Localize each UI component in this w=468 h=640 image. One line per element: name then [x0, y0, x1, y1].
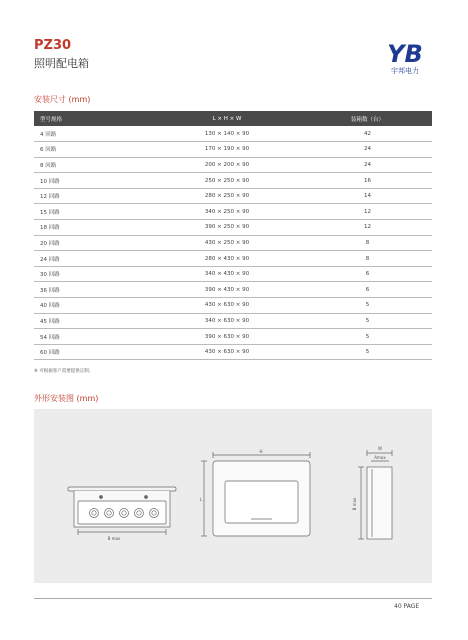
cell-model: 10 回路: [34, 173, 151, 189]
cell-model: 6 回路: [34, 142, 151, 158]
dimension-table: [34, 111, 432, 360]
page-number: 40 PAGE: [394, 603, 420, 610]
bottom-view-drawing: [68, 487, 176, 535]
cell-dimensions: 340 × 250 × 90: [151, 204, 303, 220]
cell-model: 60 回路: [34, 344, 151, 360]
cell-quantity: 24: [303, 142, 432, 158]
table-header-row: [34, 111, 432, 126]
cell-quantity: 5: [303, 298, 432, 314]
cell-model: 12 回路: [34, 188, 151, 204]
cell-model: 18 回路: [34, 220, 151, 236]
cell-dimensions: 340 × 430 × 90: [151, 266, 303, 282]
cell-dimensions: 430 × 250 × 90: [151, 235, 303, 251]
cell-quantity: 14: [303, 188, 432, 204]
cell-dimensions: 390 × 250 × 90: [151, 220, 303, 236]
cell-quantity: 5: [303, 313, 432, 329]
table-row: [34, 266, 432, 282]
label-bmax-side: B max: [352, 497, 357, 511]
cell-dimensions: 430 × 630 × 90: [151, 298, 303, 314]
cell-quantity: 12: [303, 204, 432, 220]
label-h: H: [259, 449, 263, 454]
footer-divider: [34, 598, 432, 599]
table-row: [34, 142, 432, 158]
cell-quantity: 6: [303, 282, 432, 298]
logo-cn-text: 宇邦电力: [391, 67, 419, 75]
cell-model: 8 回路: [34, 157, 151, 173]
cell-dimensions: 390 × 430 × 90: [151, 282, 303, 298]
cell-model: 36 回路: [34, 282, 151, 298]
logo-letters: YB: [387, 40, 423, 68]
cell-quantity: 8: [303, 235, 432, 251]
cell-model: 15 回路: [34, 204, 151, 220]
cell-dimensions: 280 × 250 × 90: [151, 188, 303, 204]
cell-model: 4 回路: [34, 126, 151, 142]
label-bmax-bottom: B max: [107, 536, 121, 541]
cell-quantity: 6: [303, 266, 432, 282]
company-logo: [376, 38, 434, 76]
table-row: [34, 313, 432, 329]
cell-dimensions: 390 × 630 × 90: [151, 329, 303, 345]
col-header-model: 型号规格: [40, 116, 63, 123]
cell-model: 30 回路: [34, 266, 151, 282]
cell-dimensions: 170 × 190 × 90: [151, 142, 303, 158]
cell-model: 40 回路: [34, 298, 151, 314]
side-view-drawing: [358, 450, 392, 539]
cell-quantity: 12: [303, 220, 432, 236]
table-note: ※ 可根据客户需要提供定制。: [34, 369, 94, 374]
cell-dimensions: 430 × 630 × 90: [151, 344, 303, 360]
cell-quantity: 5: [303, 329, 432, 345]
table-row: [34, 204, 432, 220]
cell-model: 24 回路: [34, 251, 151, 267]
col-header-quantity: 装箱数（台）: [350, 116, 384, 123]
product-name: 照明配电箱: [34, 57, 89, 70]
table-row: [34, 235, 432, 251]
install-section-title: 安装尺寸 (mm): [34, 95, 91, 104]
cell-model: 54 回路: [34, 329, 151, 345]
cell-dimensions: 200 × 200 × 90: [151, 157, 303, 173]
label-amax: Amax: [374, 455, 386, 460]
cell-model: 20 回路: [34, 235, 151, 251]
table-row: [34, 344, 432, 360]
cell-model: 45 回路: [34, 313, 151, 329]
outline-diagram-panel: [34, 409, 432, 583]
table-row: [34, 173, 432, 189]
model-code: PZ30: [34, 38, 72, 53]
outline-section-title: 外形安装图 (mm): [34, 394, 99, 403]
table-row: [34, 282, 432, 298]
table-row: [34, 329, 432, 345]
table-row: [34, 126, 432, 142]
cell-dimensions: 340 × 630 × 90: [151, 313, 303, 329]
cell-quantity: 5: [303, 344, 432, 360]
table-row: [34, 188, 432, 204]
col-header-dimensions: L × H × W: [212, 115, 242, 122]
label-l: L: [199, 497, 203, 502]
table-row: [34, 298, 432, 314]
cell-quantity: 24: [303, 157, 432, 173]
cell-dimensions: 250 × 250 × 90: [151, 173, 303, 189]
outline-drawings: [34, 409, 432, 583]
cell-quantity: 8: [303, 251, 432, 267]
front-view-drawing: [201, 452, 310, 536]
cell-quantity: 42: [303, 126, 432, 142]
label-w: W: [378, 446, 382, 451]
cell-dimensions: 130 × 140 × 90: [151, 126, 303, 142]
table-row: [34, 220, 432, 236]
table-row: [34, 157, 432, 173]
table-row: [34, 251, 432, 267]
cell-quantity: 16: [303, 173, 432, 189]
cell-dimensions: 280 × 430 × 90: [151, 251, 303, 267]
